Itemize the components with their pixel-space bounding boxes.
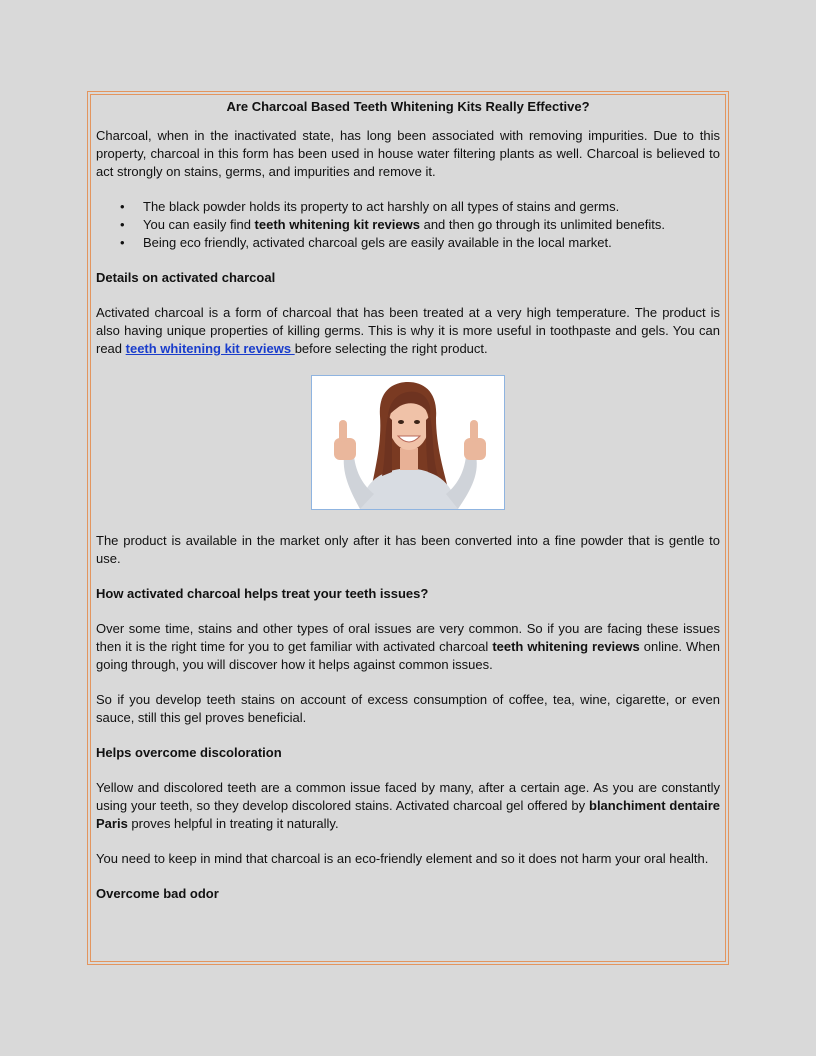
discoloration-paragraph	[96, 779, 720, 833]
paragraph-text: proves helpful in treating it naturally.	[127, 816, 339, 831]
list-item	[143, 216, 720, 234]
section-heading-how: How activated charcoal helps treat your teeth issues?	[96, 586, 429, 601]
document-title: Are Charcoal Based Teeth Whitening Kits Really Effective?	[226, 99, 590, 114]
bold-keyword: teeth whitening reviews	[492, 639, 640, 654]
section-heading-details: Details on activated charcoal	[96, 270, 276, 285]
woman-thumbs-up-photo	[311, 375, 505, 510]
eco-paragraph: You need to keep in mind that charcoal is an eco-friendly element and so it does not harm your oral health.	[96, 851, 709, 866]
paragraph-text: online. When going through, you will discover how it helps against common issues.	[96, 639, 720, 672]
bold-keyword: blanchiment dentaire Paris	[96, 798, 721, 831]
page-frame	[87, 91, 729, 965]
stains-paragraph: So if you develop teeth stains on account of excess consumption of coffee, tea, wine, cigarette, or even sauce, still this gel proves beneficial.	[96, 692, 720, 725]
bullet-text: and then go through its unlimited benefits.	[419, 217, 665, 232]
reviews-link[interactable]: teeth whitening kit reviews	[125, 341, 295, 356]
paragraph-text: before selecting the right product.	[294, 341, 488, 356]
section-heading-odor: Overcome bad odor	[96, 886, 219, 901]
bold-keyword: teeth whitening kit reviews	[254, 217, 420, 232]
bullet-text: You can easily find	[143, 217, 255, 232]
list-item	[143, 198, 720, 216]
paragraph-text: Over some time, stains and other types of oral issues are very common. So if you are facing these issues then it is the right time for you to get familiar with activated charcoal	[96, 621, 720, 654]
bullet-list	[96, 198, 720, 252]
how-paragraph	[96, 620, 720, 674]
details-paragraph	[96, 304, 720, 358]
bullet-text: Being eco friendly, activated charcoal gels are easily available in the local market.	[143, 235, 612, 250]
intro-paragraph: Charcoal, when in the inactivated state, has long been associated with removing impurities. Due to this property, charcoal in this form has been used in house water filtering plants as well. Charcoal is believed to act strongly on stains, germs, and impurities and remove it.	[96, 128, 720, 179]
paragraph-text: Activated charcoal is a form of charcoal that has been treated at a very high temperature. The product is also having unique properties of killing germs. This is why it is more useful in toothpaste and gels. You can read	[96, 305, 720, 356]
bullet-text: The black powder holds its property to act harshly on all types of stains and germs.	[143, 199, 620, 214]
image-container	[96, 375, 720, 510]
section-heading-discoloration: Helps overcome discoloration	[96, 745, 282, 760]
document-body	[90, 94, 726, 962]
product-paragraph: The product is available in the market only after it has been converted into a fine powder that is gentle to use.	[96, 533, 720, 566]
paragraph-text: Yellow and discolored teeth are a common issue faced by many, after a certain age. As you are constantly using your teeth, so they develop discolored stains. Activated charcoal gel offered by	[96, 780, 720, 813]
woman-thumbs-up-illustration	[312, 376, 504, 509]
list-item	[143, 234, 720, 252]
